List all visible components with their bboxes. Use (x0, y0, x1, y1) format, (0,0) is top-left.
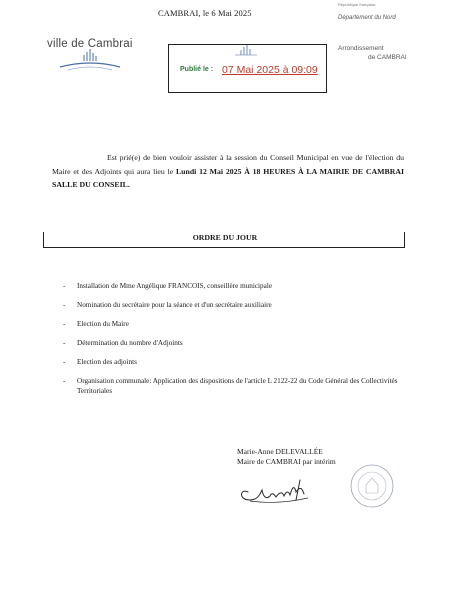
published-label: Publié le : (180, 66, 214, 73)
agenda-item (63, 282, 403, 292)
agenda-item-text: Nomination du secrétaire pour la séance et d'un secrétaire auxiliaire (77, 300, 272, 309)
agenda-item-text: Election du Maire (77, 319, 129, 328)
arrondissement-line-2: de CAMBRAI (368, 53, 407, 61)
department-label: Département du Nord (338, 15, 396, 21)
agenda-item-text: Election des adjoints (77, 357, 137, 366)
signatory-name: Marie-Anne DELEVALLÉE (237, 447, 323, 456)
bullet-dash: - (63, 357, 66, 366)
convocation-date-location: Lundi 12 Mai 2025 À 18 HEURES À LA MAIRIE DE CAMBRAI SALLE DU CONSEIL. (52, 166, 404, 189)
signatory-title: Maire de CAMBRAI par intérim (237, 457, 336, 466)
arrondissement-line-1: Arrondissement (338, 45, 384, 52)
agenda-item (63, 320, 403, 330)
republic-label: République française (338, 2, 376, 7)
agenda-item (63, 358, 403, 368)
official-seal-icon (349, 463, 395, 509)
arrondissement-label (338, 45, 407, 63)
agenda-item-text: Installation de Mme Angélique FRANCOIS, conseillère municipale (77, 282, 273, 290)
agenda-title: ORDRE DU JOUR (192, 233, 258, 242)
stamp-skyline-icon (231, 44, 261, 56)
agenda-item (63, 339, 403, 349)
agenda-item (63, 377, 403, 396)
document-date: CAMBRAI, le 6 Mai 2025 (158, 8, 252, 18)
published-date: 07 Mai 2025 à 09:09 (222, 64, 318, 76)
convocation-paragraph (52, 151, 404, 192)
convocation-text: Est prié(e) de bien vouloir assister à la session du Conseil Municipal en vue de l'élection du Maire et des Adjoints qui aura lieu le (52, 153, 404, 176)
bullet-dash: - (63, 338, 66, 347)
bullet-dash: - (63, 319, 66, 328)
agenda-item-text: Détermination du nombre d'Adjoints (77, 338, 183, 347)
agenda-list (63, 282, 403, 406)
bullet-dash: - (63, 282, 66, 290)
handwritten-signature (230, 470, 330, 510)
city-logo-icon (40, 37, 140, 73)
agenda-item (63, 301, 403, 311)
bullet-dash: - (63, 300, 66, 309)
city-logo-text: ville de Cambrai (47, 38, 133, 50)
bullet-dash: - (63, 376, 66, 385)
agenda-item-text: Organisation communale: Application des dispositions de l'article L 2122-22 du Code Général des Collectivités Territoriales (77, 376, 398, 395)
